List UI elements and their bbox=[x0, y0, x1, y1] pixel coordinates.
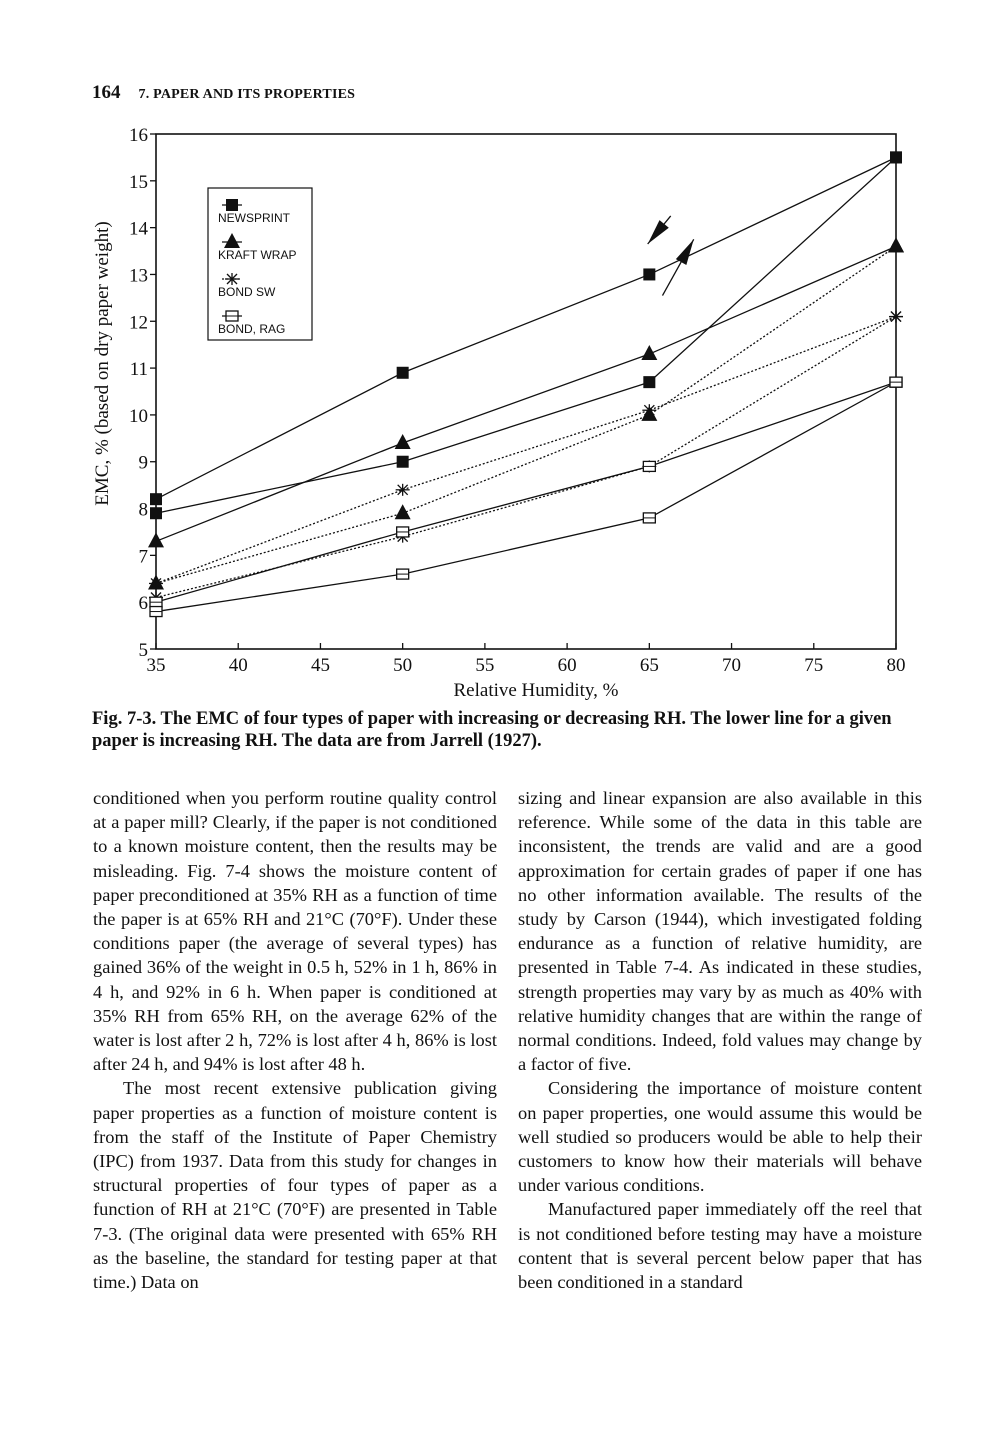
y-tick-label: 16 bbox=[129, 125, 148, 146]
point-newsprint-decreasing bbox=[397, 367, 409, 379]
left-paragraph-2: The most recent extensive publication giving paper properties as a function of moisture content is from the staff of the Institute of Paper Chemistry (IPC) from 1937. Data from this study for changes in structural properties of four types of paper as a function of RH at 21°C (70°F) are presented in Table 7-3. (The original data were presented with 65% RH as the baseline, the standard for testing paper at that time.) Data on bbox=[93, 1078, 497, 1293]
x-tick-label: 65 bbox=[639, 655, 659, 676]
point-newsprint-increasing bbox=[890, 151, 902, 163]
y-tick-label: 6 bbox=[138, 593, 148, 615]
point-newsprint-increasing bbox=[150, 507, 162, 519]
y-axis-label: EMC, % (based on dry paper weight) bbox=[92, 221, 113, 506]
point-bond-sw-increasing bbox=[889, 311, 903, 323]
x-axis-label: Relative Humidity, % bbox=[453, 680, 619, 700]
legend-label: KRAFT WRAP bbox=[218, 248, 297, 262]
y-tick-label: 7 bbox=[138, 546, 148, 568]
y-tick-label: 9 bbox=[138, 452, 148, 474]
x-tick-label: 80 bbox=[886, 655, 906, 676]
running-head bbox=[92, 82, 355, 104]
y-tick-label: 8 bbox=[138, 499, 148, 521]
x-tick-label: 50 bbox=[393, 655, 413, 676]
right-column bbox=[518, 786, 922, 1294]
page-number: 164 bbox=[92, 82, 121, 103]
x-tick-label: 35 bbox=[146, 655, 166, 676]
x-tick-label: 45 bbox=[310, 655, 330, 676]
point-bond-sw-decreasing bbox=[396, 484, 410, 496]
point-newsprint-decreasing bbox=[150, 493, 162, 505]
chapter-title: 7. PAPER AND ITS PROPERTIES bbox=[138, 87, 356, 102]
point-newsprint-increasing bbox=[643, 376, 655, 388]
series-line-bond-rag-decreasing bbox=[156, 382, 896, 602]
right-paragraph-2: Considering the importance of moisture content on paper properties, one would assume this would be well studied so producers would be able to help their customers to know how their materials will behave under various conditions. bbox=[518, 1078, 922, 1196]
point-newsprint-increasing bbox=[397, 456, 409, 468]
emc-chart bbox=[80, 120, 920, 700]
right-paragraph-3: Manufactured paper immediately off the reel that is not conditioned before testing may have a moisture content that is several percent below paper that has been conditioned in a standard bbox=[518, 1199, 922, 1293]
left-column bbox=[93, 786, 497, 1294]
y-tick-label: 12 bbox=[129, 312, 148, 334]
y-tick-label: 11 bbox=[129, 359, 148, 381]
point-kraft-wrap-decreasing bbox=[641, 345, 657, 360]
right-paragraph-1: sizing and linear expansion are also available in this reference. While some of the data in this table are inconsistent, the trends are valid and are a good approximation for certain grades of paper if one has no other information available. The results of the study by Carson (1944), which investigated folding endurance as a function of relative humidity, are presented in Table 7-4. As indicated in these studies, strength properties may vary by as much as 40% with relative humidity changes that are within the range of normal conditions. Indeed, fold values may change by a factor of five. bbox=[518, 788, 922, 1075]
point-kraft-wrap-increasing bbox=[888, 237, 904, 252]
point-bond-sw-decreasing bbox=[642, 404, 656, 416]
y-tick-label: 5 bbox=[138, 640, 148, 661]
legend-label: BOND SW bbox=[218, 285, 276, 299]
legend-label: NEWSPRINT bbox=[218, 211, 290, 225]
legend-label: BOND, RAG bbox=[218, 322, 286, 336]
x-tick-label: 75 bbox=[804, 655, 824, 676]
arrow-head-decreasing-rh bbox=[648, 220, 669, 244]
x-tick-label: 40 bbox=[228, 655, 248, 676]
x-tick-label: 70 bbox=[722, 655, 742, 676]
y-tick-label: 13 bbox=[129, 265, 148, 287]
x-tick-label: 60 bbox=[557, 655, 577, 676]
legend-marker bbox=[226, 199, 238, 211]
point-newsprint-decreasing bbox=[643, 268, 655, 280]
x-tick-label: 55 bbox=[475, 655, 495, 676]
left-paragraph-1: conditioned when you perform routine quality control at a paper mill? Clearly, if the paper is not conditioned to a known moisture content, then the results may be misleading. Fig. 7-4 shows the moisture content of paper preconditioned at 35% RH as a function of time the paper is at 65% RH and 21°C (70°F). Under these conditions paper (the average of several types) has gained 36% of the weight in 0.5 h, 52% in 1 h, 86% in 4 h, and 92% in 6 h. When paper is conditioned at 35% RH from 65% RH, on the average 62% of the water is lost after 2 h, 72% is lost after 4 h, 86% is lost after 24 h, and 94% is lost after 48 h. bbox=[93, 788, 497, 1075]
y-tick-label: 10 bbox=[129, 405, 148, 427]
point-kraft-wrap-decreasing bbox=[148, 532, 164, 547]
figure-caption: Fig. 7-3. The EMC of four types of paper with increasing or decreasing RH. The lower line for a given paper is increasing RH. The data are from Jarrell (1927). bbox=[92, 709, 892, 751]
y-tick-label: 15 bbox=[129, 171, 148, 193]
y-tick-label: 14 bbox=[129, 218, 148, 240]
point-kraft-wrap-increasing bbox=[395, 504, 411, 519]
legend-marker bbox=[225, 273, 239, 285]
point-bond-sw-decreasing bbox=[149, 577, 163, 589]
series-line-bond-sw-decreasing bbox=[156, 317, 896, 584]
